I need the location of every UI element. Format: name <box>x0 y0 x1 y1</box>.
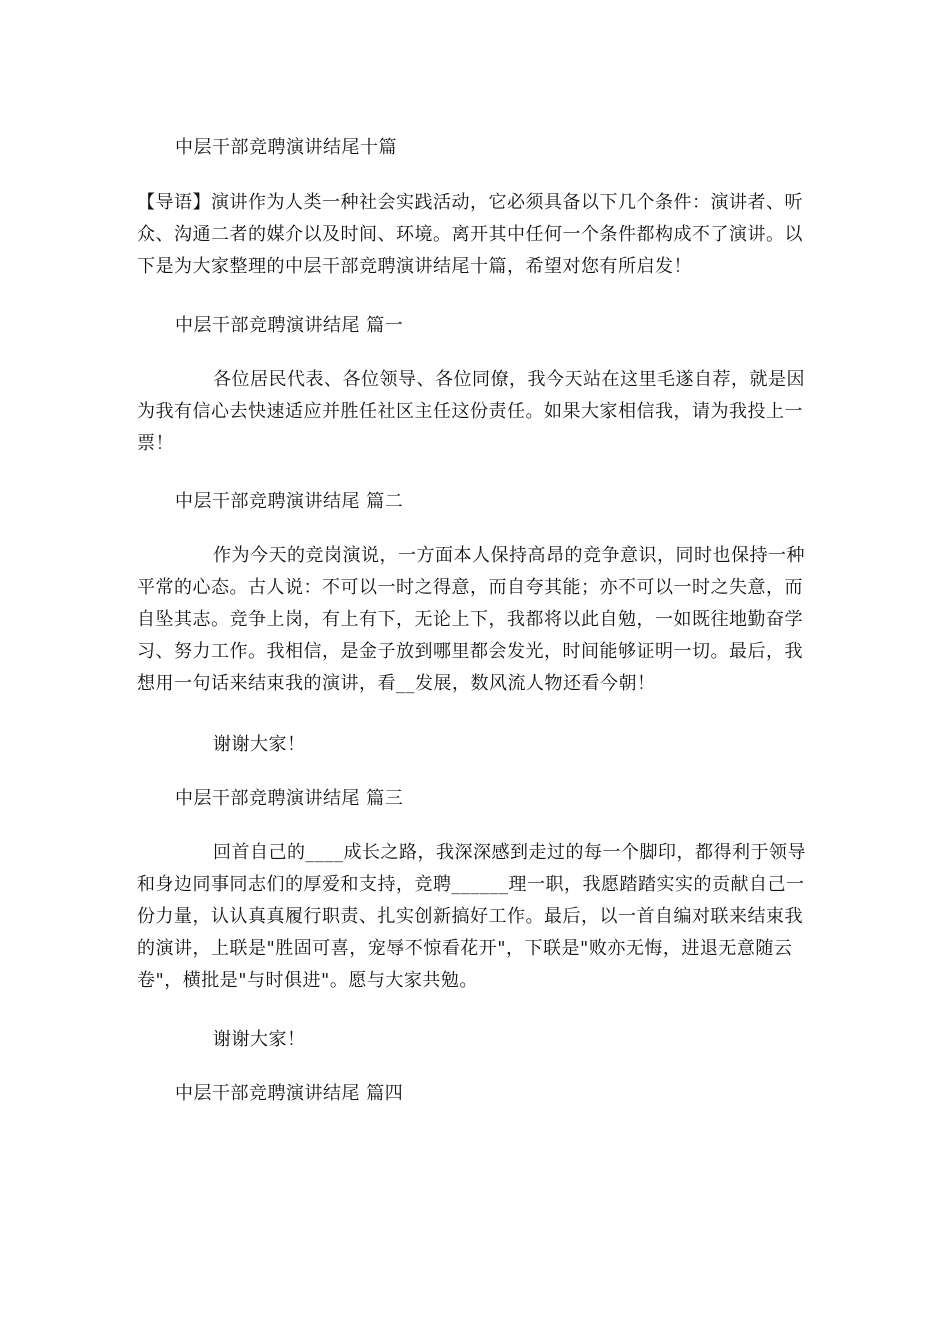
section-body-2: 作为今天的竞岗演说，一方面本人保持高昂的竞争意识，同时也保持一种平常的心态。古人说：不可以一时之得意，而自夸其能；亦不可以一时之失意，而自坠其志。竞争上岗，有上有下，无论上下，我都将以此自勉，一如既往地勤奋学习、努力工作。我相信，是金子放到哪里都会发光，时间能够证明一切。最后，我想用一句话来结束我的演讲，看__发展，数风流人物还看今朝！ <box>137 545 805 694</box>
section-heading-2: 中层干部竞聘演讲结尾 篇二 <box>175 491 404 512</box>
section-body-1: 各位居民代表、各位领导、各位同僚，我今天站在这里毛遂自荐，就是因为我有信心去快速适应并胜任社区主任这份责任。如果大家相信我，请为我投上一票！ <box>137 369 805 454</box>
section-thanks-3: 谢谢大家！ <box>213 1029 306 1050</box>
section-heading-4: 中层干部竞聘演讲结尾 篇四 <box>175 1083 404 1104</box>
intro-paragraph: 【导语】演讲作为人类一种社会实践活动，它必须具备以下几个条件：演讲者、听众、沟通二者的媒介以及时间、环境。离开其中任何一个条件都构成不了演讲。以下是为大家整理的中层干部竞聘演讲结尾十篇，希望对您有所启发！ <box>137 192 803 277</box>
section-body-3: 回首自己的____成长之路，我深深感到走过的每一个脚印，都得利于领导和身边同事同志们的厚爱和支持，竞聘______理一职，我愿踏踏实实的贡献自己一份力量，认认真真履行职责、扎实创新搞好工作。最后，以一首自编对联来结束我的演讲，上联是"胜固可喜，宠辱不惊看花开"，下联是"败亦无悔，进退无意随云卷"，横批是"与时俱进"。愿与大家共勉。 <box>137 842 806 991</box>
section-heading-3: 中层干部竞聘演讲结尾 篇三 <box>175 788 404 809</box>
document-title: 中层干部竞聘演讲结尾十篇 <box>175 137 397 158</box>
section-heading-1: 中层干部竞聘演讲结尾 篇一 <box>175 315 404 336</box>
section-thanks-2: 谢谢大家！ <box>213 734 306 755</box>
